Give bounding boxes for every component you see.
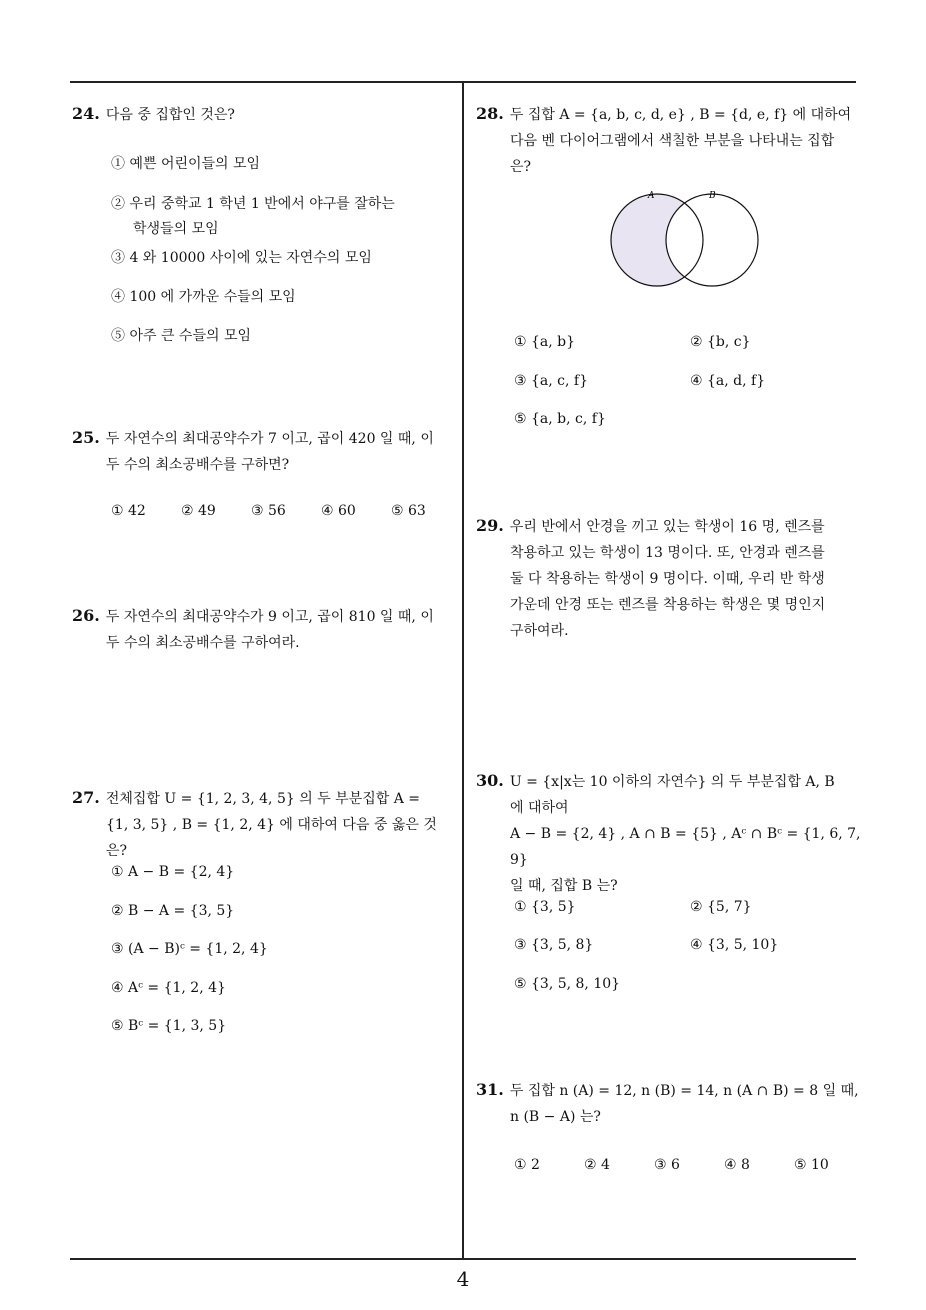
question-number: 25.: [72, 428, 100, 447]
question-line-4: 가운데 안경 또는 렌즈를 착용하는 학생은 몇 명인지: [510, 597, 826, 613]
question-line-2: 에 대하여: [510, 800, 569, 816]
option-4[interactable]: ④ 8: [724, 1157, 750, 1173]
question-stem-line1: 두 집합 n (A) = 12, n (B) = 14, n (A ∩ B) = 8 일 때,: [509, 1083, 859, 1099]
option-1[interactable]: ① 예쁜 어린이들의 모임: [111, 156, 261, 172]
option-3[interactable]: ③ (A − B)ᶜ = {1, 2, 4}: [111, 941, 268, 957]
option-2-continued: 학생들의 모임: [133, 221, 219, 237]
option-1[interactable]: ① {a, b}: [514, 334, 576, 350]
question-25: [72, 425, 457, 478]
question-stem-line1: 두 집합 A = {a, b, c, d, e} , B = {d, e, f} 에 대하여: [509, 107, 852, 123]
option-2[interactable]: ② 우리 중학교 1 학년 1 반에서 야구를 잘하는: [111, 196, 395, 212]
page-number: 4: [456, 1267, 470, 1291]
question-31: [476, 1077, 866, 1130]
option-1[interactable]: ① A − B = {2, 4}: [111, 864, 235, 880]
question-number: 29.: [476, 516, 504, 535]
column-divider: [462, 81, 464, 1258]
option-1[interactable]: ① 2: [514, 1157, 540, 1173]
option-5[interactable]: ⑤ 아주 큰 수들의 모임: [111, 328, 251, 344]
question-stem-line1: 전체집합 U = {1, 2, 3, 4, 5} 의 두 부분집합 A =: [105, 791, 421, 807]
venn-diagram: [600, 184, 770, 294]
question-stem-line2: 두 수의 최소공배수를 구하면?: [106, 457, 290, 473]
option-3[interactable]: ③ {a, c, f}: [514, 373, 588, 389]
venn-label-a: A: [648, 191, 655, 201]
option-5[interactable]: ⑤ 10: [794, 1157, 829, 1173]
question-24: [72, 101, 457, 128]
option-3[interactable]: ③ 4 와 10000 사이에 있는 자연수의 모임: [111, 250, 372, 266]
question-line-4: 일 때, 집합 B 는?: [510, 878, 618, 894]
question-30: [476, 768, 866, 899]
question-stem-line2: 두 수의 최소공배수를 구하여라.: [106, 635, 300, 651]
question-stem-line2: 다음 벤 다이어그램에서 색칠한 부분을 나타내는 집합: [510, 133, 835, 149]
question-stem-line3: 은?: [510, 159, 532, 175]
option-3[interactable]: ③ 6: [654, 1157, 680, 1173]
bottom-rule: [70, 1258, 856, 1260]
option-4[interactable]: ④ 60: [321, 503, 356, 519]
venn-label-b: B: [709, 191, 716, 201]
question-line-2: 착용하고 있는 학생이 13 명이다. 또, 안경과 렌즈를: [510, 545, 825, 561]
question-number: 26.: [72, 606, 100, 625]
question-26: [72, 603, 457, 656]
option-4[interactable]: ④ {3, 5, 10}: [690, 937, 779, 953]
question-line-1: 우리 반에서 안경을 끼고 있는 학생이 16 명, 렌즈를: [509, 519, 825, 535]
question-number: 30.: [476, 771, 504, 790]
option-4[interactable]: ④ Aᶜ = {1, 2, 4}: [111, 980, 226, 996]
question-28: [476, 101, 861, 180]
question-number: 28.: [476, 104, 504, 123]
question-number: 24.: [72, 104, 100, 123]
question-line-5: 구하여라.: [510, 623, 569, 639]
option-5[interactable]: ⑤ Bᶜ = {1, 3, 5}: [111, 1018, 227, 1034]
option-5[interactable]: ⑤ {3, 5, 8, 10}: [514, 976, 621, 992]
question-27: [72, 785, 457, 864]
option-4[interactable]: ④ {a, d, f}: [690, 373, 766, 389]
option-2[interactable]: ② B − A = {3, 5}: [111, 903, 235, 919]
question-stem: 다음 중 집합인 것은?: [105, 107, 235, 123]
option-5[interactable]: ⑤ 63: [391, 503, 426, 519]
option-1[interactable]: ① {3, 5}: [514, 899, 576, 915]
option-2[interactable]: ② 49: [181, 503, 216, 519]
question-stem-line2: {1, 3, 5} , B = {1, 2, 4} 에 대하여 다음 중 옳은 것은?: [106, 817, 437, 859]
question-29: [476, 513, 861, 644]
option-2[interactable]: ② 4: [584, 1157, 610, 1173]
option-3[interactable]: ③ 56: [251, 503, 286, 519]
question-number: 27.: [72, 788, 100, 807]
option-5[interactable]: ⑤ {a, b, c, f}: [514, 411, 606, 427]
question-line-3: A − B = {2, 4} , A ∩ B = {5} , Aᶜ ∩ Bᶜ = {1, 6, 7, 9}: [510, 826, 861, 868]
option-2[interactable]: ② {5, 7}: [690, 899, 752, 915]
question-number: 31.: [476, 1080, 504, 1099]
question-stem-line1: 두 자연수의 최대공약수가 9 이고, 곱이 810 일 때, 이: [105, 609, 434, 625]
option-4[interactable]: ④ 100 에 가까운 수들의 모임: [111, 289, 296, 305]
question-stem-line2: n (B − A) 는?: [510, 1109, 601, 1125]
option-2[interactable]: ② {b, c}: [690, 334, 751, 350]
question-line-3: 둘 다 착용하는 학생이 9 명이다. 이때, 우리 반 학생: [510, 571, 825, 587]
option-3[interactable]: ③ {3, 5, 8}: [514, 937, 594, 953]
question-line-1: U = {x|x는 10 이하의 자연수} 의 두 부분집합 A, B: [509, 774, 835, 790]
option-1[interactable]: ① 42: [111, 503, 146, 519]
question-stem-line1: 두 자연수의 최대공약수가 7 이고, 곱이 420 일 때, 이: [105, 431, 434, 447]
